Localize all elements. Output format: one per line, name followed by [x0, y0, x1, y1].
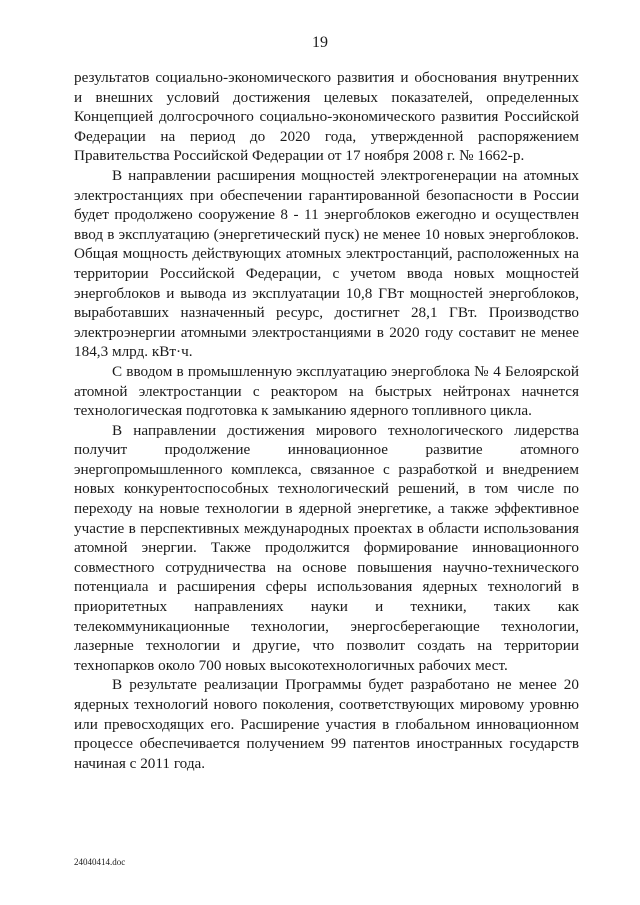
paragraph-program-results: В результате реализации Программы будет разработано не менее 20 ядерных технологий нового поколения, соответствующих мировому уровню или превосходящих его. Расширение участия в глобальном инновационном процессе обеспечивается получением 99 патентов иностранных государств начиная с 2011 года.	[74, 676, 579, 772]
paragraph-technology-leadership: В направлении достижения мирового технологического лидерства получит продолжение инновационное развитие атомного энергопромышленного комплекса, связанное с разработкой и внедрением новых конкурентоспособных технологический решений, в том числе по переходу на новые технологии в ядерной энергетике, а также эффективное участие в перспективных международных проектах в области использования атомной энергии. Также продолжится формирование инновационного совместного сотрудничества на основе повышения научно-технического потенциала и расширения сферы использования ядерных технологий в приоритетных направлениях науки и техники, таких как телекоммуникационные технологии, энергосберегающие технологии, лазерные технологии и другие, что позволит создать на территории технопарков около 700 новых высокотехнологичных рабочих мест.	[74, 421, 579, 674]
document-body	[74, 68, 579, 773]
paragraph-power-generation: В направлении расширения мощностей электрогенерации на атомных электростанциях при обеспечении гарантированной безопасности в России будет продолжено сооружение 8 - 11 энергоблоков ежегодно и осуществлен ввод в эксплуатацию (энергетический пуск) не менее 10 новых энергоблоков. Общая мощность действующих атомных электростанций, расположенных на территории Российской Федерации, с учетом ввода новых мощностей энергоблоков и вывода из эксплуатации 10,8 ГВт мощностей энергоблоков, выработавших назначенный ресурс, достигнет 28,1 ГВт. Производство электроэнергии атомными электростанциями в 2020 году составит не менее 184,3 млрд. кВт·ч.	[74, 166, 579, 361]
page-number: 19	[312, 34, 328, 51]
footer-filename: 24040414.doc	[74, 857, 126, 867]
paragraph-beloyarsk: С вводом в промышленную эксплуатацию энергоблока № 4 Белоярской атомной электростанции с реактором на быстрых нейтронах начнется технологическая подготовка к замыканию ядерного топливного цикла.	[74, 362, 579, 420]
paragraph-continuation: результатов социально-экономического развития и обоснования внутренних и внешних условий достижения целевых показателей, определенных Концепцией долгосрочного социально-экономического развития Российской Федерации на период до 2020 года, утвержденной распоряжением Правительства Российской Федерации от 17 ноября 2008 г. № 1662-р.	[74, 69, 579, 165]
